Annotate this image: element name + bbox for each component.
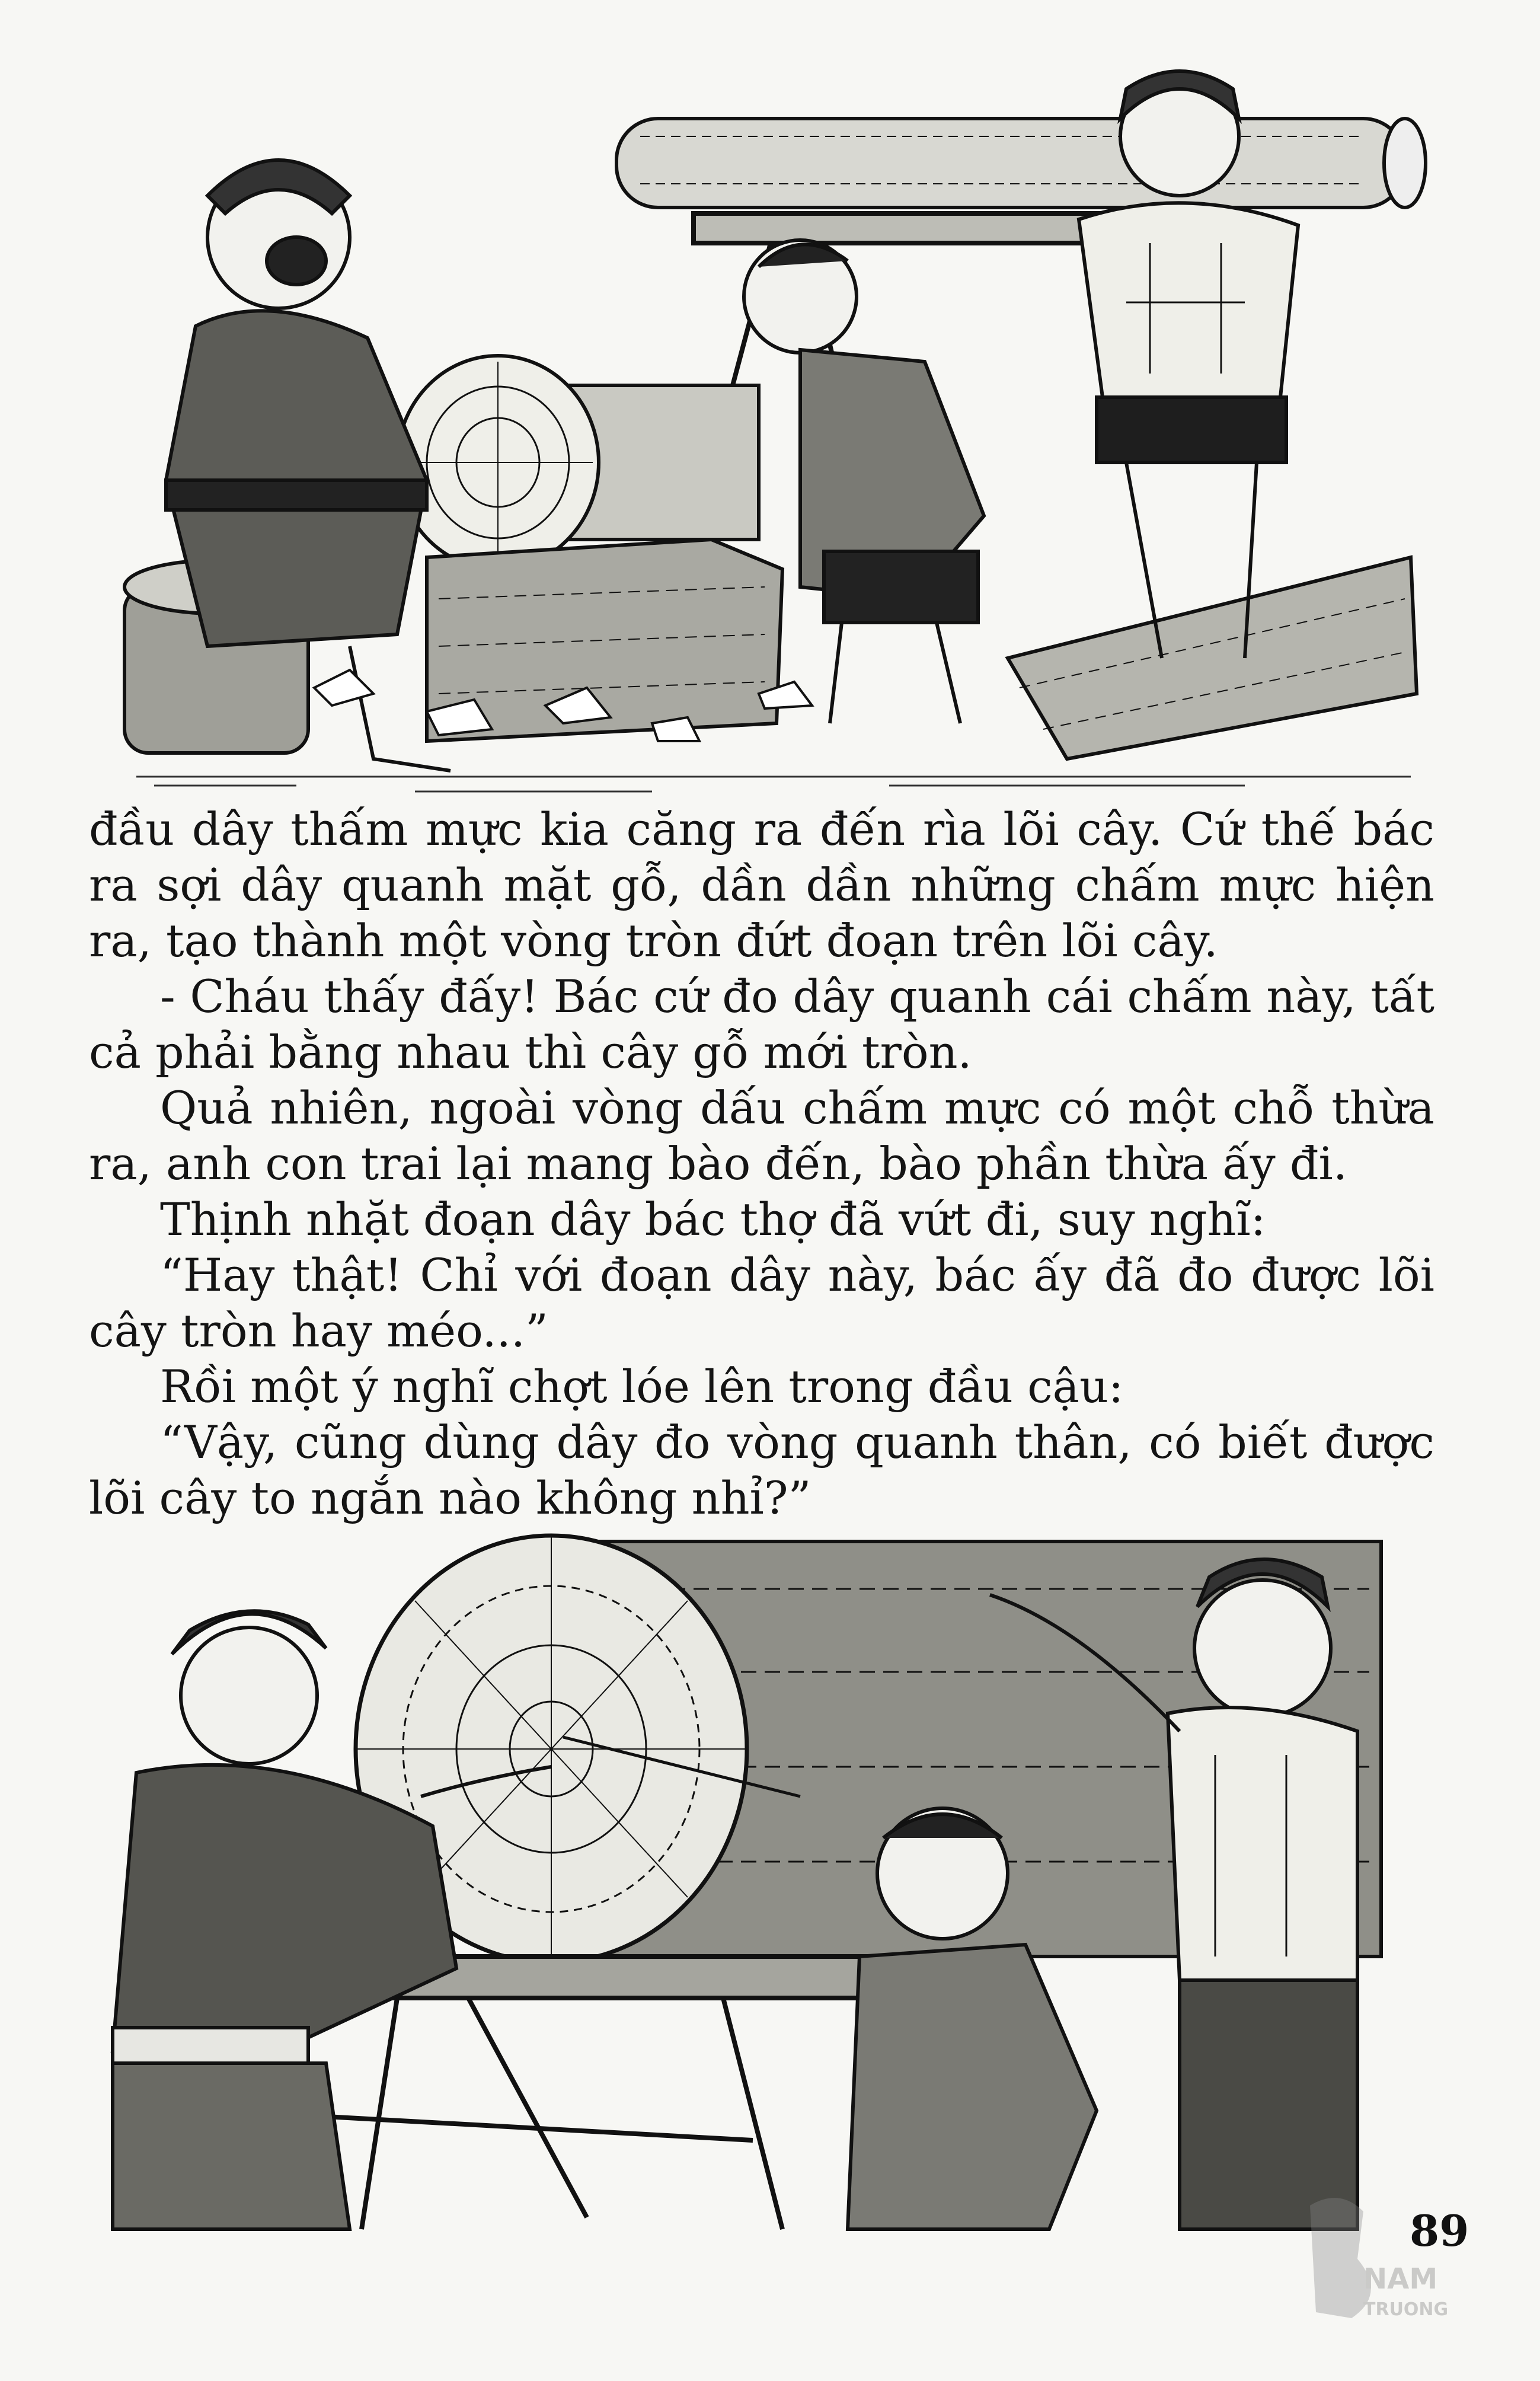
- log-cross-section: [397, 356, 759, 569]
- log-top: [616, 119, 1426, 208]
- paragraph-3: Quả nhiên, ngoài vòng dấu chấm mực có một chỗ thừa ra, anh con trai lại mang bào đến, bào phần thừa ấy đi.: [89, 1081, 1434, 1190]
- ground: [136, 777, 1411, 791]
- svg-text:NAM: NAM: [1363, 2262, 1438, 2296]
- paragraph-2: - Cháu thấy đấy! Bác cứ đo dây quanh cái chấm này, tất cả phải bằng nhau thì cây gỗ mới tròn.: [89, 970, 1434, 1078]
- illustration-carpenters-measuring-log: [119, 65, 1429, 818]
- log-foreground: [1008, 557, 1417, 759]
- illustration-boy-watching-measurement: [101, 1518, 1393, 2253]
- paragraph-4: Thịnh nhặt đoạn dây bác thợ đã vứt đi, suy nghĩ:: [160, 1193, 1266, 1246]
- paragraph-1: đầu dây thấm mực kia căng ra đến rìa lõi cây. Cứ thế bác ra sợi dây quanh mặt gỗ, dần dần những chấm mực hiện ra, tạo thành một vòng tròn đứt đoạn trên lõi cây.: [89, 803, 1434, 967]
- paragraph-7: “Vậy, cũng dùng dây đo vòng quanh thân, có biết được lõi cây to ngắn nào không nhỉ?”: [89, 1416, 1434, 1524]
- story-text: [89, 802, 1434, 1526]
- paragraph-5: “Hay thật! Chỉ với đoạn dây này, bác ấy đã đo được lõi cây tròn hay méo...”: [89, 1249, 1434, 1357]
- svg-text:TRUONG: TRUONG: [1363, 2299, 1449, 2320]
- page-number: 89: [1410, 2206, 1469, 2256]
- paragraph-6: Rồi một ý nghĩ chợt lóe lên trong đầu cậu:: [160, 1360, 1124, 1413]
